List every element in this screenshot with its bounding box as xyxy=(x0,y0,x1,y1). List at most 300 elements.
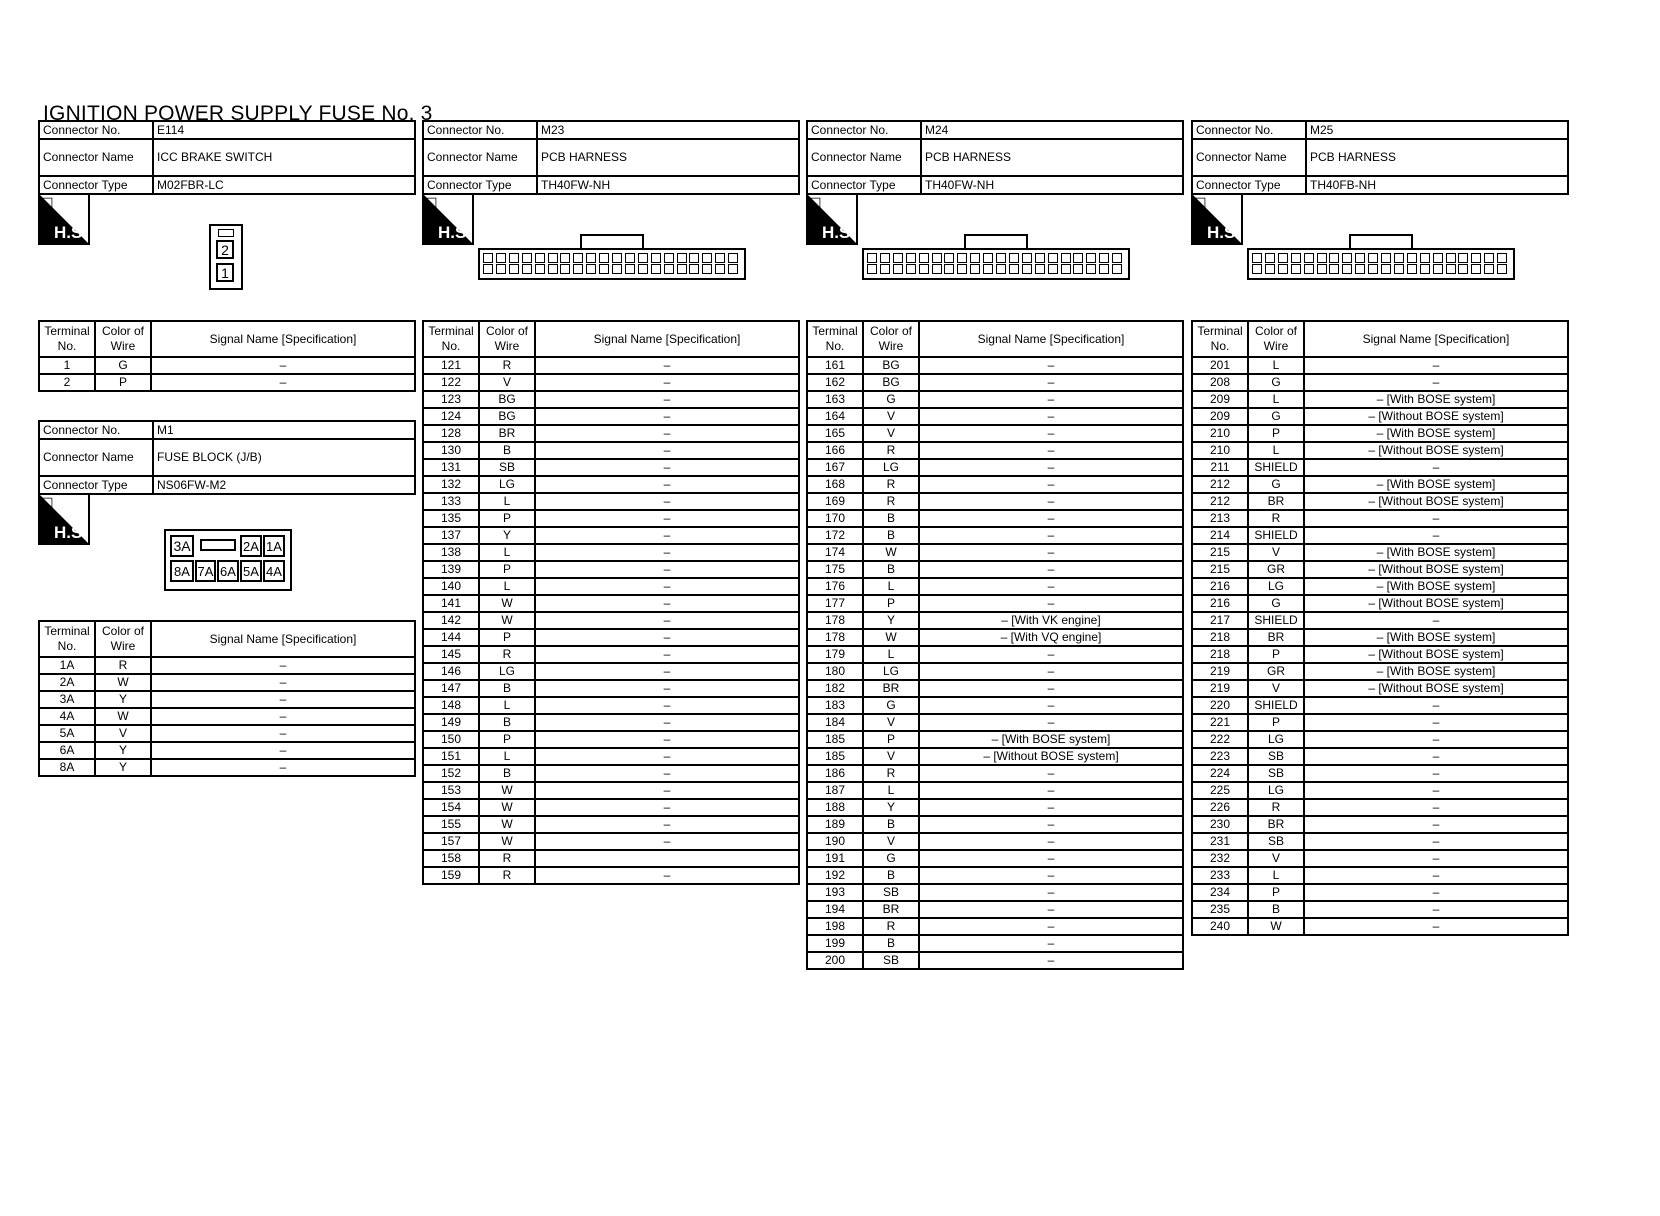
terminal-no-cell: 139 xyxy=(423,561,479,578)
signal-name-cell: – [With BOSE system] xyxy=(1304,578,1568,595)
connector-pin xyxy=(1355,253,1365,263)
connector-pin xyxy=(1381,264,1391,274)
connector-pin xyxy=(1317,253,1327,263)
table-row xyxy=(1192,544,1568,561)
table-row xyxy=(1192,765,1568,782)
connector-pin xyxy=(1073,253,1083,263)
connector-pin xyxy=(1394,253,1404,263)
terminal-no-cell: 128 xyxy=(423,425,479,442)
table-row xyxy=(423,578,799,595)
wire-color-cell: R xyxy=(479,646,535,663)
signal-name-cell: – xyxy=(1304,714,1568,731)
terminal-table-m24-wrap xyxy=(806,320,1184,970)
terminal-no-cell: 240 xyxy=(1192,918,1248,935)
label-connector-name: Connector Name xyxy=(1192,139,1306,176)
wire-color-cell: LG xyxy=(1248,782,1304,799)
signal-name-cell: – xyxy=(535,459,799,476)
signal-name-cell: – xyxy=(919,816,1183,833)
wire-color-cell: W xyxy=(479,612,535,629)
terminal-no-cell: 216 xyxy=(1192,595,1248,612)
signal-name-cell: – [Without BOSE system] xyxy=(1304,646,1568,663)
connector-pin xyxy=(715,264,725,274)
signal-name-cell: – xyxy=(919,850,1183,867)
wire-color-cell: V xyxy=(863,408,919,425)
table-row xyxy=(1192,629,1568,646)
connector-pin xyxy=(638,264,648,274)
signal-name-cell: – xyxy=(535,561,799,578)
terminal-no-cell: 167 xyxy=(807,459,863,476)
wire-color-cell: B xyxy=(479,680,535,697)
signal-name-cell: – [Without BOSE system] xyxy=(1304,561,1568,578)
signal-name-cell: – xyxy=(151,708,415,725)
wire-color-cell: B xyxy=(479,442,535,459)
connector-pin xyxy=(1458,253,1468,263)
table-row xyxy=(423,527,799,544)
signal-name-cell: – xyxy=(919,425,1183,442)
connector-pin xyxy=(586,253,596,263)
connector-pin xyxy=(1471,264,1481,274)
signal-name-cell: – [With VK engine] xyxy=(919,612,1183,629)
wire-color-cell: V xyxy=(863,748,919,765)
connector-pin xyxy=(893,253,903,263)
table-row xyxy=(423,663,799,680)
wire-color-cell: BR xyxy=(1248,629,1304,646)
terminal-no-cell: 199 xyxy=(807,935,863,952)
header-color-of-wire: Color of Wire xyxy=(1248,321,1304,357)
wire-color-cell: L xyxy=(1248,391,1304,408)
wire-color-cell: P xyxy=(1248,425,1304,442)
table-row xyxy=(1192,884,1568,901)
connector-pin xyxy=(728,253,738,263)
connector-pin xyxy=(689,264,699,274)
table-row xyxy=(423,765,799,782)
terminal-no-cell: 193 xyxy=(807,884,863,901)
connector-pin xyxy=(1112,264,1122,274)
connector-pin xyxy=(1381,253,1391,263)
signal-name-cell: – xyxy=(1304,612,1568,629)
connector-pin xyxy=(880,264,890,274)
wire-color-cell: LG xyxy=(863,663,919,680)
wire-color-cell: P xyxy=(95,374,151,391)
connector-glyph-icon: ☐ xyxy=(41,495,54,511)
terminal-no-cell: 165 xyxy=(807,425,863,442)
connector-pin xyxy=(1420,253,1430,263)
table-row xyxy=(1192,374,1568,391)
connector-pin xyxy=(1342,253,1352,263)
table-row xyxy=(1192,408,1568,425)
table-row xyxy=(807,646,1183,663)
signal-name-cell: – xyxy=(919,918,1183,935)
terminal-no-cell: 222 xyxy=(1192,731,1248,748)
connector-pin xyxy=(702,264,712,274)
connector-pin xyxy=(1265,253,1275,263)
wire-color-cell: V xyxy=(863,833,919,850)
connector-pin xyxy=(944,264,954,274)
table-row xyxy=(423,374,799,391)
table-row xyxy=(1192,459,1568,476)
connector-type: TH40FB-NH xyxy=(1306,176,1568,194)
signal-name-cell: – [Without BOSE system] xyxy=(1304,595,1568,612)
signal-name-cell: – xyxy=(535,442,799,459)
wire-color-cell: B xyxy=(863,816,919,833)
wire-color-cell: P xyxy=(479,510,535,527)
terminal-no-cell: 133 xyxy=(423,493,479,510)
terminal-no-cell: 161 xyxy=(807,357,863,374)
connector-pin xyxy=(1433,264,1443,274)
table-row xyxy=(807,391,1183,408)
terminal-no-cell: 215 xyxy=(1192,544,1248,561)
header-terminal-no: Terminal No. xyxy=(807,321,863,357)
wire-color-cell: P xyxy=(479,731,535,748)
table-row xyxy=(807,612,1183,629)
terminal-no-cell: 131 xyxy=(423,459,479,476)
table-row xyxy=(807,816,1183,833)
wire-color-cell: L xyxy=(479,544,535,561)
wire-color-cell: V xyxy=(1248,680,1304,697)
table-row xyxy=(807,493,1183,510)
connector-glyph-icon: ☐ xyxy=(1194,195,1207,211)
terminal-no-cell: 8A xyxy=(39,759,95,776)
table-row xyxy=(1192,731,1568,748)
wire-color-cell: SB xyxy=(1248,748,1304,765)
terminal-no-cell: 210 xyxy=(1192,425,1248,442)
signal-name-cell: – xyxy=(535,408,799,425)
signal-name-cell: – [With BOSE system] xyxy=(1304,629,1568,646)
wire-color-cell: L xyxy=(479,493,535,510)
connector-name: PCB HARNESS xyxy=(1306,139,1568,176)
table-row xyxy=(807,357,1183,374)
wire-color-cell: R xyxy=(1248,510,1304,527)
wire-color-cell: R xyxy=(863,918,919,935)
wire-color-cell: BG xyxy=(863,357,919,374)
signal-name-cell: – xyxy=(151,759,415,776)
table-row xyxy=(39,691,415,708)
connector-pin xyxy=(573,253,583,263)
table-row xyxy=(807,782,1183,799)
terminal-no-cell: 184 xyxy=(807,714,863,731)
wire-color-cell: SB xyxy=(1248,833,1304,850)
signal-name-cell: – xyxy=(919,833,1183,850)
terminal-no-cell: 235 xyxy=(1192,901,1248,918)
terminal-no-cell: 135 xyxy=(423,510,479,527)
connector-pin xyxy=(970,264,980,274)
signal-name-cell: – xyxy=(919,595,1183,612)
terminal-no-cell: 155 xyxy=(423,816,479,833)
wire-color-cell: G xyxy=(1248,408,1304,425)
connector-pin xyxy=(1112,253,1122,263)
table-row xyxy=(807,952,1183,969)
signal-name-cell: – xyxy=(1304,884,1568,901)
connector-pin xyxy=(509,253,519,263)
signal-name-cell: – xyxy=(535,799,799,816)
connector-latch xyxy=(1349,234,1413,250)
connector-pin xyxy=(944,253,954,263)
signal-name-cell: – xyxy=(919,935,1183,952)
connector-glyph-icon: ☐ xyxy=(425,195,438,211)
label-connector-no: Connector No. xyxy=(39,121,153,139)
terminal-table-m1-wrap xyxy=(38,620,416,777)
terminal-no-cell: 174 xyxy=(807,544,863,561)
wire-color-cell: SHIELD xyxy=(1248,697,1304,714)
signal-name-cell xyxy=(535,850,799,867)
table-row xyxy=(807,510,1183,527)
table-row xyxy=(423,646,799,663)
signal-name-cell: – xyxy=(919,680,1183,697)
connector-pin xyxy=(1368,253,1378,263)
terminal-no-cell: 163 xyxy=(807,391,863,408)
connector-info-table xyxy=(422,120,800,195)
signal-name-cell: – [With BOSE system] xyxy=(1304,663,1568,680)
label-connector-name: Connector Name xyxy=(423,139,537,176)
connector-pin xyxy=(1355,264,1365,274)
header-color-of-wire: Color of Wire xyxy=(95,321,151,357)
header-signal-name: Signal Name [Specification] xyxy=(151,621,415,657)
connector-name: PCB HARNESS xyxy=(921,139,1183,176)
connector-face-m24 xyxy=(862,248,1130,280)
terminal-no-cell: 148 xyxy=(423,697,479,714)
connector-pin xyxy=(612,264,622,274)
terminal-no-cell: 140 xyxy=(423,578,479,595)
table-row xyxy=(423,493,799,510)
signal-name-cell: – xyxy=(535,425,799,442)
connector-type: NS06FW-M2 xyxy=(153,476,415,494)
terminal-no-cell: 149 xyxy=(423,714,479,731)
terminal-no-cell: 137 xyxy=(423,527,479,544)
table-row xyxy=(1192,612,1568,629)
terminal-no-cell: 159 xyxy=(423,867,479,884)
wire-color-cell: B xyxy=(863,527,919,544)
signal-name-cell: – xyxy=(535,476,799,493)
wire-color-cell: L xyxy=(863,782,919,799)
wire-color-cell: R xyxy=(863,476,919,493)
connector-pin xyxy=(932,253,942,263)
table-row xyxy=(1192,663,1568,680)
wire-color-cell: P xyxy=(863,731,919,748)
connector-pin xyxy=(1099,253,1109,263)
wire-color-cell: G xyxy=(863,850,919,867)
terminal-no-cell: 216 xyxy=(1192,578,1248,595)
wire-color-cell: SHIELD xyxy=(1248,612,1304,629)
wire-color-cell: W xyxy=(1248,918,1304,935)
connector-pin xyxy=(906,253,916,263)
label-connector-type: Connector Type xyxy=(807,176,921,194)
table-row xyxy=(807,527,1183,544)
table-row xyxy=(423,714,799,731)
table-row xyxy=(423,833,799,850)
wire-color-cell: V xyxy=(1248,850,1304,867)
wire-color-cell: Y xyxy=(95,759,151,776)
signal-name-cell: – xyxy=(919,782,1183,799)
signal-name-cell: – xyxy=(919,527,1183,544)
connector-pin xyxy=(1099,264,1109,274)
signal-name-cell: – [Without BOSE system] xyxy=(1304,493,1568,510)
table-row xyxy=(39,708,415,725)
terminal-table-m1 xyxy=(38,620,416,777)
wire-color-cell: V xyxy=(1248,544,1304,561)
terminal-no-cell: 186 xyxy=(807,765,863,782)
terminal-no-cell: 189 xyxy=(807,816,863,833)
terminal-no-cell: 209 xyxy=(1192,408,1248,425)
connector-pin xyxy=(1009,264,1019,274)
signal-name-cell: – xyxy=(151,674,415,691)
wire-color-cell: V xyxy=(95,725,151,742)
terminal-no-cell: 164 xyxy=(807,408,863,425)
connector-pin xyxy=(1342,264,1352,274)
wire-color-cell: BR xyxy=(1248,816,1304,833)
table-row xyxy=(807,595,1183,612)
connector-face-m25 xyxy=(1247,248,1515,280)
terminal-table-m23-wrap xyxy=(422,320,800,885)
terminal-no-cell: 183 xyxy=(807,697,863,714)
connector-pin xyxy=(1394,264,1404,274)
connector-m1-block xyxy=(38,420,416,495)
signal-name-cell: – [Without BOSE system] xyxy=(1304,442,1568,459)
connector-pin xyxy=(893,264,903,274)
connector-pin xyxy=(867,253,877,263)
terminal-no-cell: 122 xyxy=(423,374,479,391)
terminal-no-cell: 218 xyxy=(1192,629,1248,646)
connector-type: M02FBR-LC xyxy=(153,176,415,194)
terminal-no-cell: 178 xyxy=(807,612,863,629)
signal-name-cell: – [With BOSE system] xyxy=(1304,425,1568,442)
signal-name-cell: – xyxy=(535,612,799,629)
header-signal-name: Signal Name [Specification] xyxy=(535,321,799,357)
wire-color-cell: G xyxy=(1248,476,1304,493)
terminal-no-cell: 208 xyxy=(1192,374,1248,391)
wire-color-cell: P xyxy=(479,629,535,646)
wire-color-cell: LG xyxy=(1248,731,1304,748)
signal-name-cell: – xyxy=(535,731,799,748)
signal-name-cell: – xyxy=(535,544,799,561)
terminal-no-cell: 218 xyxy=(1192,646,1248,663)
table-row xyxy=(1192,493,1568,510)
connector-pin xyxy=(957,253,967,263)
connector-no: M25 xyxy=(1306,121,1568,139)
signal-name-cell: – [With VQ engine] xyxy=(919,629,1183,646)
signal-name-cell: – xyxy=(151,725,415,742)
table-row xyxy=(423,629,799,646)
header-color-of-wire: Color of Wire xyxy=(479,321,535,357)
table-row xyxy=(1192,680,1568,697)
terminal-no-cell: 211 xyxy=(1192,459,1248,476)
table-row xyxy=(39,374,415,391)
label-connector-type: Connector Type xyxy=(39,476,153,494)
terminal-no-cell: 175 xyxy=(807,561,863,578)
connector-latch xyxy=(580,234,644,250)
table-row xyxy=(423,510,799,527)
signal-name-cell: – xyxy=(919,561,1183,578)
wire-color-cell: BG xyxy=(479,408,535,425)
signal-name-cell: – xyxy=(535,714,799,731)
terminal-no-cell: 141 xyxy=(423,595,479,612)
connector-pin xyxy=(573,264,583,274)
signal-name-cell: – xyxy=(919,952,1183,969)
table-row xyxy=(807,765,1183,782)
terminal-no-cell: 179 xyxy=(807,646,863,663)
signal-name-cell: – xyxy=(535,646,799,663)
wire-color-cell: R xyxy=(863,765,919,782)
connector-pin xyxy=(1035,264,1045,274)
wire-color-cell: W xyxy=(863,629,919,646)
terminal-no-cell: 166 xyxy=(807,442,863,459)
table-row xyxy=(423,782,799,799)
signal-name-cell: – xyxy=(1304,357,1568,374)
table-row xyxy=(423,612,799,629)
wire-color-cell: L xyxy=(1248,357,1304,374)
connector-pin xyxy=(1035,253,1045,263)
label-connector-name: Connector Name xyxy=(39,139,153,176)
label-connector-no: Connector No. xyxy=(39,421,153,439)
terminal-no-cell: 226 xyxy=(1192,799,1248,816)
table-row xyxy=(1192,561,1568,578)
signal-name-cell: – xyxy=(919,765,1183,782)
terminal-no-cell: 194 xyxy=(807,901,863,918)
wire-color-cell: BG xyxy=(863,374,919,391)
terminal-no-cell: 178 xyxy=(807,629,863,646)
wire-color-cell: L xyxy=(1248,867,1304,884)
pin-label: 1 xyxy=(216,263,234,282)
label-connector-no: Connector No. xyxy=(423,121,537,139)
terminal-no-cell: 177 xyxy=(807,595,863,612)
signal-name-cell: – xyxy=(919,374,1183,391)
table-row xyxy=(807,544,1183,561)
connector-latch xyxy=(964,234,1028,250)
wire-color-cell: W xyxy=(479,833,535,850)
signal-name-cell: – xyxy=(919,459,1183,476)
signal-name-cell: – xyxy=(919,476,1183,493)
table-row xyxy=(423,544,799,561)
wire-color-cell: L xyxy=(863,646,919,663)
table-row xyxy=(1192,510,1568,527)
signal-name-cell: – xyxy=(535,748,799,765)
signal-name-cell: – xyxy=(919,510,1183,527)
wire-color-cell: R xyxy=(479,357,535,374)
wire-color-cell: SB xyxy=(863,884,919,901)
connector-pin xyxy=(677,264,687,274)
connector-pin xyxy=(970,253,980,263)
wire-color-cell: W xyxy=(479,816,535,833)
connector-pin xyxy=(1304,264,1314,274)
table-row xyxy=(807,935,1183,952)
signal-name-cell: – xyxy=(535,595,799,612)
table-row xyxy=(1192,867,1568,884)
wire-color-cell: W xyxy=(479,799,535,816)
connector-info-table xyxy=(38,120,416,195)
wire-color-cell: G xyxy=(95,357,151,374)
signal-name-cell: – xyxy=(1304,867,1568,884)
table-row xyxy=(807,459,1183,476)
wire-color-cell: Y xyxy=(479,527,535,544)
terminal-no-cell: 1A xyxy=(39,657,95,674)
wire-color-cell: LG xyxy=(1248,578,1304,595)
terminal-no-cell: 2 xyxy=(39,374,95,391)
wire-color-cell: SB xyxy=(1248,765,1304,782)
terminal-no-cell: 162 xyxy=(807,374,863,391)
connector-pin xyxy=(932,264,942,274)
connector-e114-block xyxy=(38,120,416,195)
connector-pin xyxy=(1407,264,1417,274)
signal-name-cell: – xyxy=(535,833,799,850)
table-row xyxy=(807,748,1183,765)
signal-name-cell: – xyxy=(1304,748,1568,765)
connector-pin xyxy=(983,253,993,263)
terminal-no-cell: 187 xyxy=(807,782,863,799)
header-terminal-no: Terminal No. xyxy=(39,621,95,657)
signal-name-cell: – xyxy=(919,901,1183,918)
terminal-no-cell: 180 xyxy=(807,663,863,680)
wire-color-cell: Y xyxy=(95,742,151,759)
table-row xyxy=(423,476,799,493)
